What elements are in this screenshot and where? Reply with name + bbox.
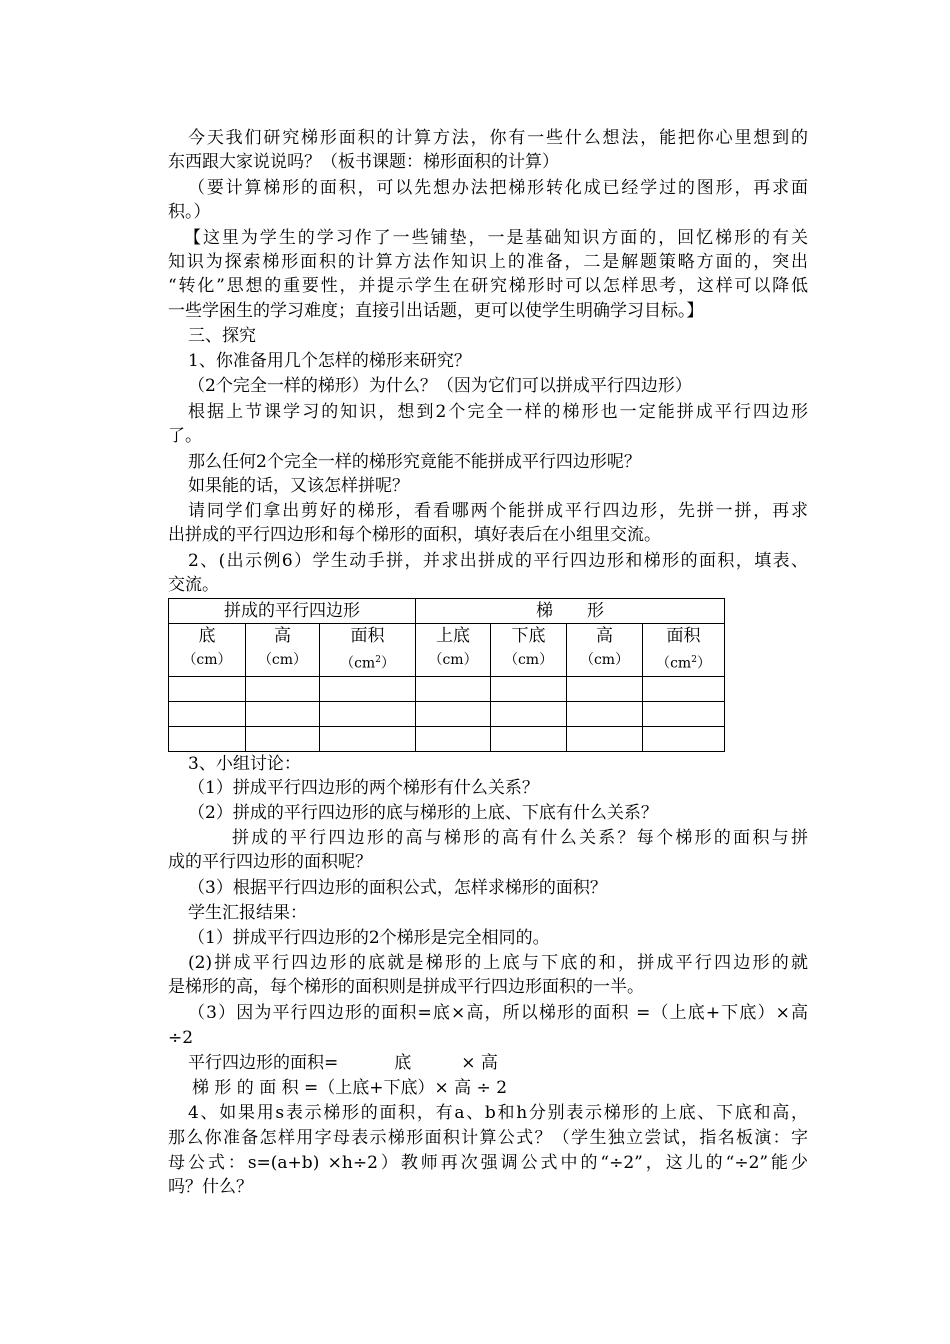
letter-formula-line: 母公式：s=(a+b) ×h÷2）教师再次强调公式中的“÷2”，这儿的“÷2”能少 <box>168 1153 808 1173</box>
report-line: ÷2 <box>168 1028 194 1048</box>
table-group-header: 梯 形 <box>416 599 725 624</box>
paragraph-line: 根据上节课学习的知识，想到2个完全一样的梯形也一定能拼成平行四边形 <box>188 402 808 422</box>
teacher-note-line: 知识为探索梯形面积的计算方法作知识上的准备，二是解题策略方面的，突出 <box>168 252 808 272</box>
table-cell[interactable] <box>567 676 643 701</box>
question-line: 如果能的话，又该怎样拼呢？ <box>188 476 409 496</box>
column-name: 底 <box>198 626 216 646</box>
report-line: （3）因为平行四边形的面积=底×高，所以梯形的面积 =（上底+下底）×高 <box>188 1003 808 1023</box>
letter-formula-line: 吗？什么？ <box>168 1177 253 1197</box>
answer-line: （2个完全一样的梯形）为什么？（因为它们可以拼成平行四边形） <box>188 376 692 396</box>
question-line: 1、你准备用几个怎样的梯形来研究？ <box>188 351 471 371</box>
column-name: 下底 <box>511 626 546 646</box>
table-cell[interactable] <box>246 676 320 701</box>
step-line: 交流。 <box>168 575 219 595</box>
discussion-question: （2）拼成的平行四边形的底与梯形的上底、下底有什么关系？ <box>188 803 658 823</box>
column-name: 面积 <box>350 626 385 646</box>
table-cell[interactable] <box>491 701 567 726</box>
formula-trapezoid: 梯 形 的 面 积 =（上底+下底）× 高 ÷ 2 <box>192 1078 508 1098</box>
table-column-header <box>567 624 643 677</box>
table-cell[interactable] <box>246 726 320 751</box>
table-cell[interactable] <box>416 726 491 751</box>
table-cell[interactable] <box>567 701 643 726</box>
table-cell[interactable] <box>491 726 567 751</box>
teacher-note-line: 一些学困生的学习难度；直接引出话题，更可以使学生明确学习目标。】 <box>168 301 704 321</box>
paragraph-line: 请同学们拿出剪好的梯形，看看哪两个能拼成平行四边形，先拼一拼，再求 <box>188 501 808 521</box>
formula-label: 平行四边形的面积= <box>188 1053 339 1073</box>
table-cell[interactable] <box>246 701 320 726</box>
table-cell[interactable] <box>643 701 725 726</box>
table-group-header: 拼成的平行四边形 <box>169 599 416 624</box>
table-column-header <box>643 624 725 677</box>
discussion-question: （3）根据平行四边形的面积公式，怎样求梯形的面积？ <box>188 878 607 898</box>
column-unit: $(cm^2)$ <box>656 655 711 672</box>
section-heading: 3、小组讨论： <box>188 754 301 774</box>
column-unit: （cm） <box>182 652 232 668</box>
table-cell[interactable] <box>643 676 725 701</box>
table-cell[interactable] <box>416 701 491 726</box>
formula-height: × 高 <box>461 1053 498 1073</box>
table-column-header <box>416 624 491 677</box>
intro-paragraph-line: 今天我们研究梯形面积的计算方法，你有一些什么想法，能把你心里想到的 <box>188 128 808 148</box>
table-column-header <box>320 624 416 677</box>
table-cell[interactable] <box>169 726 246 751</box>
report-heading: 学生汇报结果： <box>188 903 307 923</box>
table-cell[interactable] <box>567 726 643 751</box>
column-unit: （cm） <box>579 652 630 668</box>
table-cell[interactable] <box>416 676 491 701</box>
table-cell[interactable] <box>643 726 725 751</box>
section-heading: 三、探究 <box>188 326 256 346</box>
teacher-note-line: 【这里为学生的学习作了一些铺垫，一是基础知识方面的，回忆梯形的有关 <box>184 228 808 248</box>
intro-paragraph-line: 东西跟大家说说吗？（板书课题：梯形面积的计算） <box>168 152 559 172</box>
report-line: （1）拼成平行四边形的2个梯形是完全相同的。 <box>188 928 550 948</box>
column-name: 高 <box>596 626 614 646</box>
formula-base: 底 <box>394 1053 412 1073</box>
table-cell[interactable] <box>320 726 416 751</box>
table-cell[interactable] <box>491 676 567 701</box>
discussion-question: （1）拼成平行四边形的两个梯形有什么关系？ <box>188 778 539 798</box>
intro-paragraph-line: （要计算梯形的面积，可以先想办法把梯形转化成已经学过的图形，再求面 <box>188 178 808 198</box>
letter-formula-line: 那么你准备怎样用字母表示梯形面积计算公式？（学生独立尝试，指名板演：字 <box>168 1128 808 1148</box>
discussion-question: 拼成的平行四边形的高与梯形的高有什么关系？每个梯形的面积与拼 <box>232 828 808 848</box>
table-cell[interactable] <box>169 701 246 726</box>
letter-formula-line: 4、如果用s表示梯形的面积，有a、b和h分别表示梯形的上底、下底和高， <box>188 1103 808 1123</box>
table-column-header <box>491 624 567 677</box>
formula-parallelogram <box>188 1051 498 1075</box>
column-unit: （cm） <box>428 652 478 668</box>
step-line: 2、(出示例6）学生动手拼，并求出拼成的平行四边形和梯形的面积，填表、 <box>188 551 808 571</box>
area-record-table <box>168 598 725 752</box>
column-name: 上底 <box>436 626 471 646</box>
table-cell[interactable] <box>320 701 416 726</box>
intro-paragraph-line: 积。） <box>168 202 211 222</box>
table-row <box>169 701 725 726</box>
table-row <box>169 726 725 751</box>
table-cell[interactable] <box>169 676 246 701</box>
table-cell[interactable] <box>320 676 416 701</box>
report-line: (2)拼成平行四边形的底就是梯形的上底与下底的和，拼成平行四边形的就 <box>188 953 808 973</box>
column-unit: （cm） <box>257 652 308 668</box>
column-unit: $(cm^2)$ <box>340 655 395 672</box>
paragraph-line: 出拼成的平行四边形和每个梯形的面积，填好表后在小组里交流。 <box>168 525 661 545</box>
table-column-header <box>169 624 246 677</box>
table-column-header <box>246 624 320 677</box>
table-row <box>169 676 725 701</box>
column-name: 高 <box>274 626 291 646</box>
paragraph-line: 了。 <box>168 426 202 446</box>
column-unit: （cm） <box>503 652 554 668</box>
discussion-question: 成的平行四边形的面积呢？ <box>168 852 372 872</box>
report-line: 是梯形的高，每个梯形的面积则是拼成平行四边形面积的一半。 <box>168 977 644 997</box>
question-line: 那么任何2个完全一样的梯形究竟能不能拼成平行四边形呢？ <box>188 452 641 472</box>
column-name: 面积 <box>666 626 701 646</box>
teacher-note-line: “转化”思想的重要性，并提示学生在研究梯形时可以怎样思考，这样可以降低 <box>168 276 808 296</box>
